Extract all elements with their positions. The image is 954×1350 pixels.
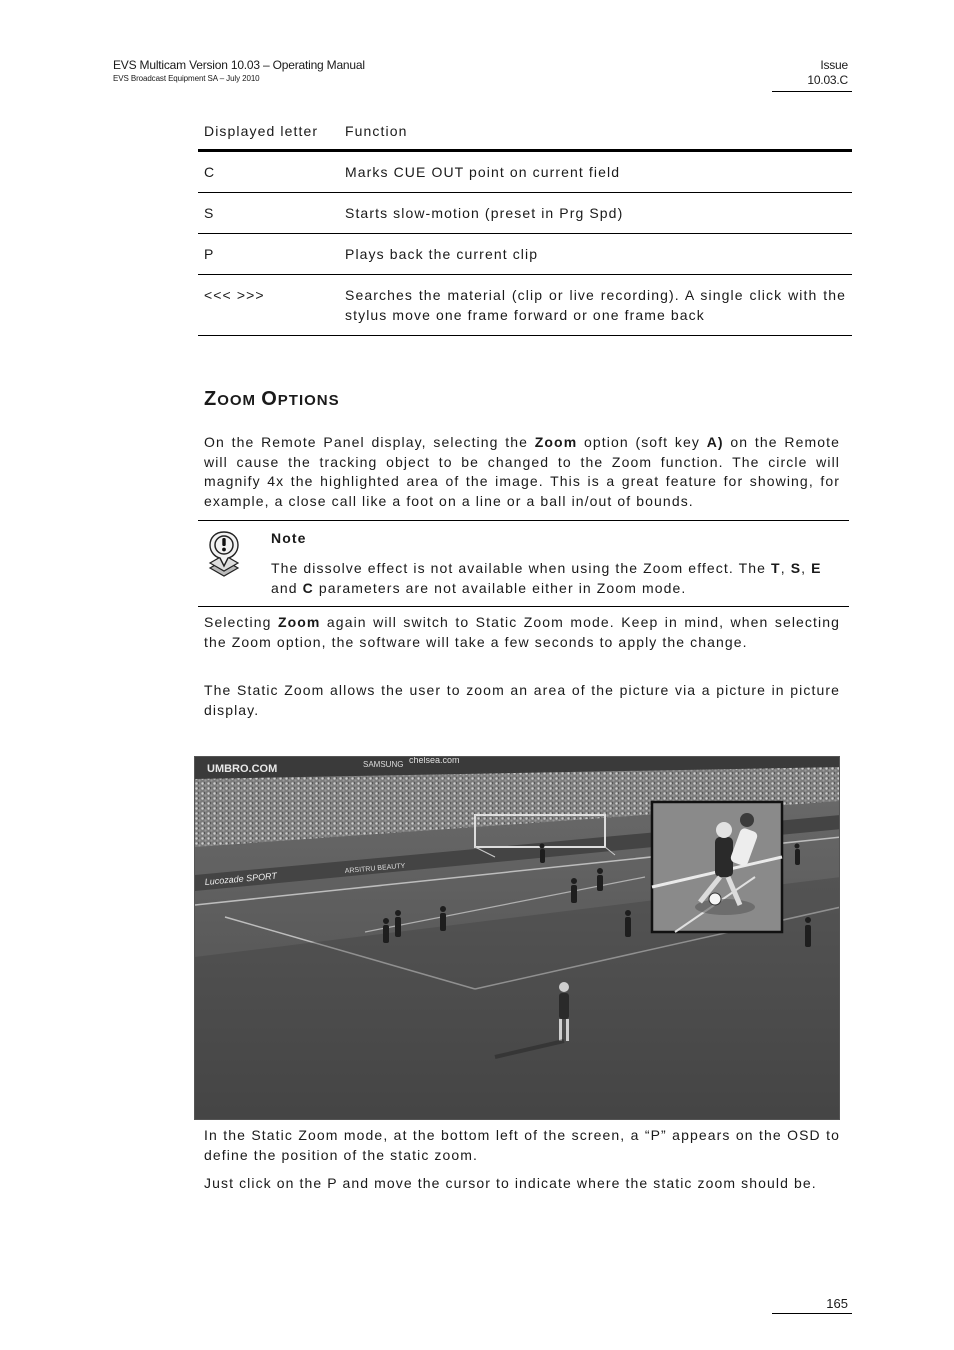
football-pitch-image xyxy=(195,757,840,1120)
cell-letter: P xyxy=(204,246,215,262)
function-table xyxy=(198,113,852,336)
cell-letter: C xyxy=(204,164,216,180)
paragraph-zoom-intro: On the Remote Panel display, selecting the Zoom option (soft key A) on the Remote will cause the tracking object to be changed to the Zoom function. The circle will magnify 4x the highlighted area of the image. This is a great feature for showing, for example, a close call like a foot on a line or a ball in/out of bounds. xyxy=(204,434,840,509)
note-bottom-rule xyxy=(198,606,849,607)
paragraph-static-zoom-pip: The Static Zoom allows the user to zoom an area of the picture via a picture in picture display. xyxy=(204,682,840,718)
cell-function: Starts slow-motion (preset in Prg Spd) xyxy=(345,205,624,221)
table-row xyxy=(198,151,852,193)
cell-function: Marks CUE OUT point on current field xyxy=(345,164,621,180)
header-rule xyxy=(772,91,852,92)
pip-zoom-inset xyxy=(652,802,782,932)
section-heading: ZOOM OPTIONS xyxy=(204,388,340,410)
running-header xyxy=(113,58,365,83)
cell-letter: <<< >>> xyxy=(204,287,265,303)
paragraph-osd-position: In the Static Zoom mode, at the bottom left of the screen, a “P” appears on the OSD to define the position of the static zoom. xyxy=(204,1127,840,1163)
note-top-rule xyxy=(198,520,849,521)
paragraph-static-zoom: Selecting Zoom again will switch to Static Zoom mode. Keep in mind, when selecting the Zoom option, the software will take a few seconds to apply the change. xyxy=(204,614,840,650)
table-row xyxy=(198,275,852,336)
manual-title: EVS Multicam Version 10.03 – Operating Manual xyxy=(113,58,365,72)
col-header-function: Function xyxy=(345,123,408,139)
issue-label: Issue xyxy=(820,58,848,72)
publisher-line: EVS Broadcast Equipment SA – July 2010 xyxy=(113,74,260,83)
issue-block xyxy=(772,58,848,88)
footer-rule xyxy=(772,1313,852,1314)
note-warning-icon xyxy=(206,530,242,578)
banner-umbro: UMBRO.COM xyxy=(207,763,278,775)
table-row xyxy=(198,234,852,275)
banner-samsung: SAMSUNG xyxy=(363,760,404,769)
ad-board-2: ARSITRU BEAUTY xyxy=(344,862,406,875)
cell-function: Searches the material (clip or live recording). A single click with the stylus move one frame forward or one frame back xyxy=(345,287,846,323)
issue-number: 10.03.C xyxy=(807,73,848,87)
table-row xyxy=(198,193,852,234)
page-number: 165 xyxy=(826,1296,848,1311)
table-header-row xyxy=(198,113,852,151)
note-label: Note xyxy=(271,530,307,546)
note-text: The dissolve effect is not available when using the Zoom effect. The T, S, E and C parameters are not available either in Zoom mode. xyxy=(271,560,822,596)
stadium-zoom-screenshot xyxy=(194,756,840,1120)
col-header-letter: Displayed letter xyxy=(204,123,319,139)
banner-chelsea: chelsea.com xyxy=(409,757,460,765)
ad-board-lucozade: Lucozade SPORT xyxy=(204,870,278,887)
cell-letter: S xyxy=(204,205,215,221)
cell-function: Plays back the current clip xyxy=(345,246,539,262)
paragraph-move-cursor: Just click on the P and move the cursor to indicate where the static zoom should be. xyxy=(204,1175,817,1191)
